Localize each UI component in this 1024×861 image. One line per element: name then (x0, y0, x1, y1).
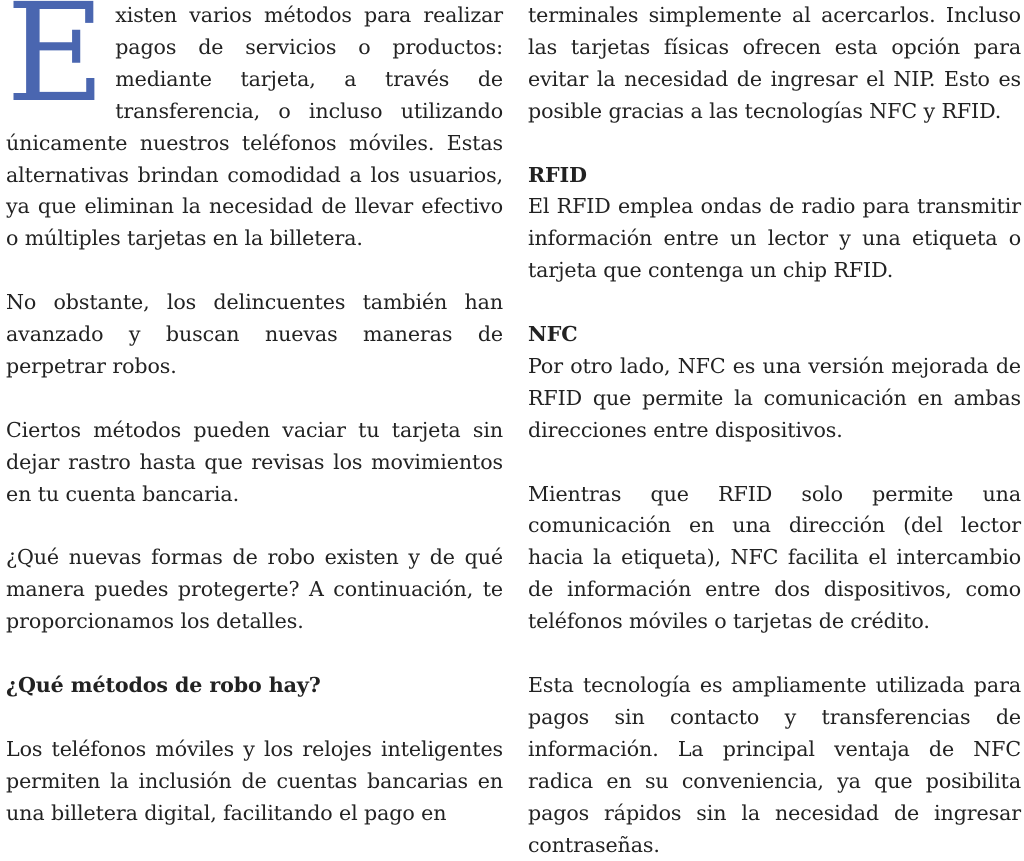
paragraph-nfc-usage: Esta tecnología es ampliamente utilizada para pagos sin contacto y transferencias de información. La principal ventaja de NFC radica en su conveniencia, ya que posibilita pagos rápidos sin la necesidad de ingresar contraseñas. (528, 672, 1021, 857)
paragraph-nfc: Por otro lado, NFC es una versión mejorada de RFID que permite la comunicación en ambas direcciones entre dispositivos. (528, 353, 1021, 442)
paragraph-rfid: El RFID emplea ondas de radio para transmitir información entre un lector y una etiqueta o tarjeta que contenga un chip RFID. (528, 194, 1021, 283)
paragraph-criminals: No obstante, los delincuentes también han avanzado y buscan nuevas maneras de perpetrar robos. (6, 290, 503, 378)
paragraph-methods: Ciertos métodos pueden vaciar tu tarjeta sin dejar rastro hasta que revisas los movimientos en tu cuenta bancaria. (6, 417, 503, 506)
section-heading-rfid: RFID (528, 162, 587, 187)
intro-paragraph (6, 0, 503, 255)
section-heading-robbery-methods: ¿Qué métodos de robo hay? (6, 672, 321, 697)
left-column (6, 0, 503, 829)
section-heading-nfc: NFC (528, 322, 578, 347)
right-column (528, 0, 1021, 861)
paragraph-terminals: terminales simplemente al acercarlos. Incluso las tarjetas físicas ofrecen esta opción para evitar la necesidad de ingresar el NIP. Esto es posible gracias a las tecnologías NFC y RFID. (528, 3, 1021, 123)
paragraph-question: ¿Qué nuevas formas de robo existen y de qué manera puedes protegerte? A continuación, te proporcionamos los detalles. (6, 545, 503, 634)
intro-text: xisten varios métodos para realizar pagos de servicios o productos: mediante tarjeta, a través de transferencia, o incluso utilizando únicamente nuestros teléfonos móviles. Estas alternativas brindan comodidad a los usuarios, ya que eliminan la necesidad de llevar efectivo o múltiples tarjetas en la billetera. (6, 3, 503, 251)
drop-cap: E (6, 0, 106, 133)
paragraph-mobile-wallets: Los teléfonos móviles y los relojes inteligentes permiten la inclusión de cuentas bancarias en una billetera digital, facilitando el pago en (6, 736, 503, 825)
paragraph-comparison: Mientras que RFID solo permite una comunicación en una dirección (del lector hacia la etiqueta), NFC facilita el intercambio de información entre dos dispositivos, como teléfonos móviles o tarjetas de crédito. (528, 481, 1021, 634)
